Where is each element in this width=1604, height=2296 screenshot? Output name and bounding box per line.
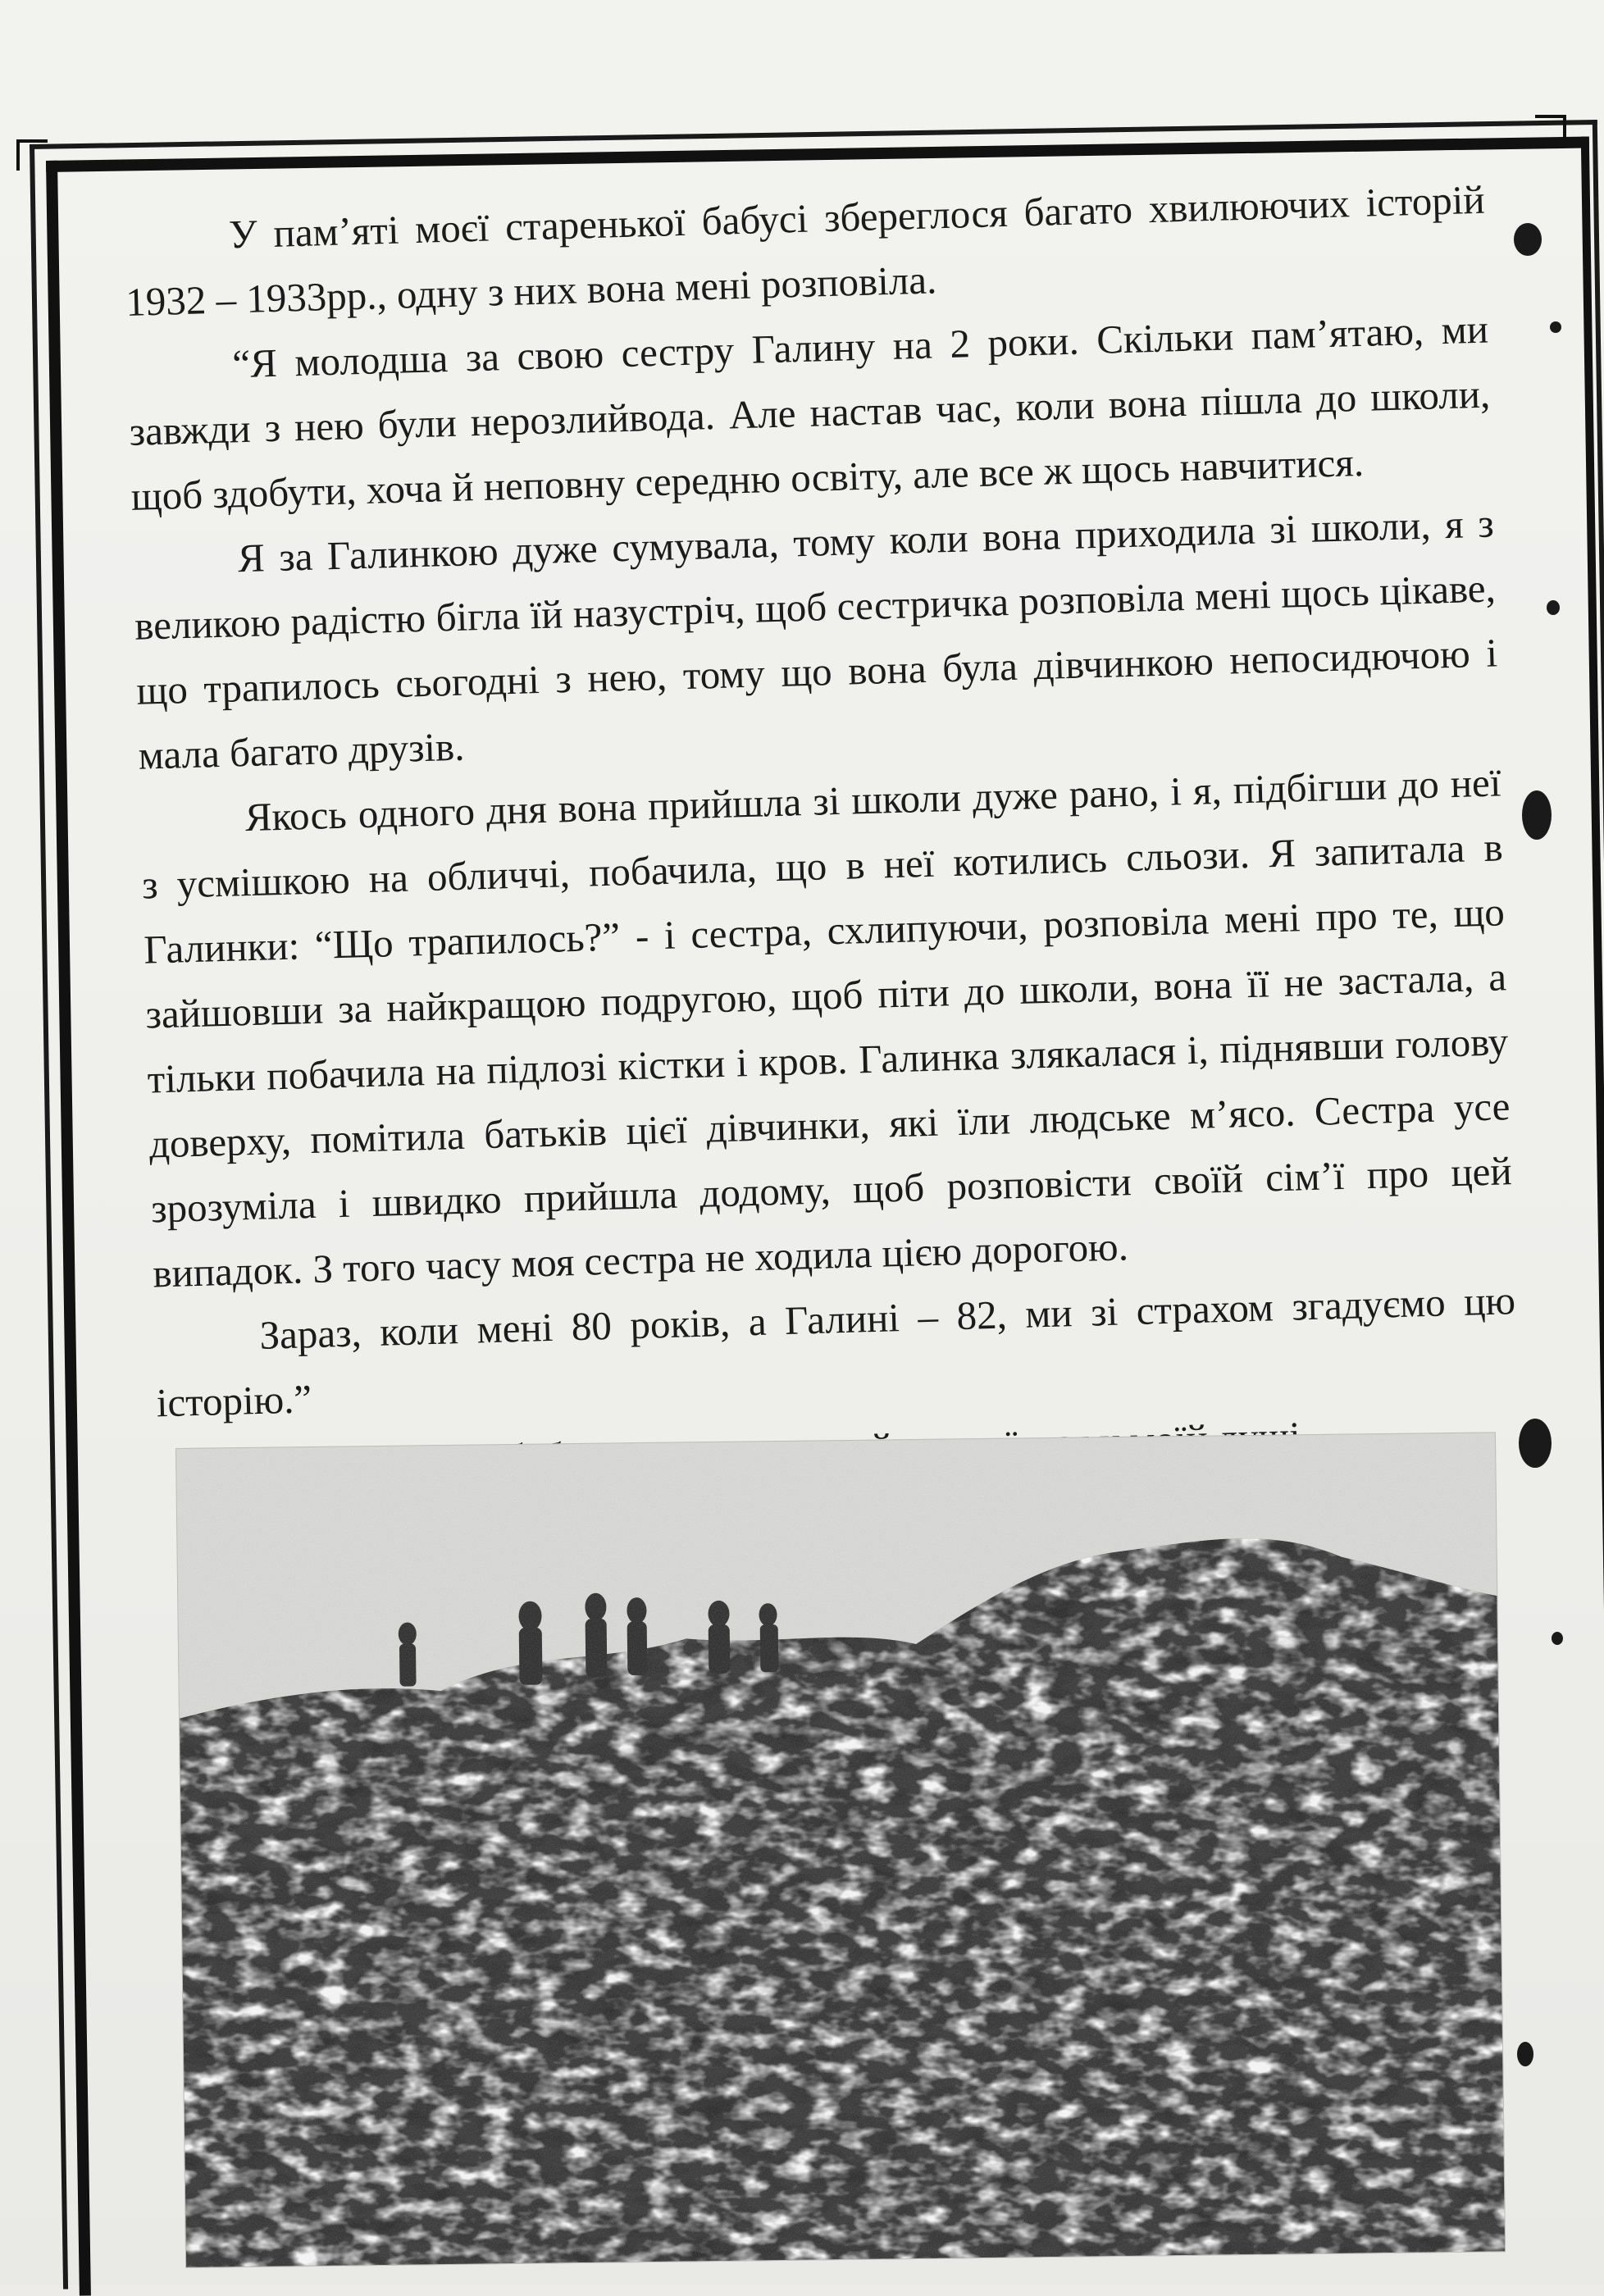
punch-hole	[1552, 1632, 1563, 1645]
border-corner-ornament	[1535, 115, 1566, 146]
paragraph: Зараз, коли мені 80 років, а Галині – 82, ми зі страхом згадуємо цю історію.”	[156, 1278, 1516, 1426]
paragraph: “Я молодша за свою сестру Галину на 2 роки. Скільки пам’ятаю, ми завжди з нею були нерозлийвода. Але настав час, коли вона пішла до школи, щоб здобути, хоча й неповну середню освіту, але все ж щось навчитися.	[128, 306, 1491, 519]
historical-photo	[175, 1432, 1506, 2268]
paragraph: Я за Галинкою дуже сумувала, тому коли вона приходила зі школи, я з великою радістю бігла їй назустріч, щоб сестричка розповіла мені щось цікаве, що трапилось сьогодні з нею, тому що вона була дівчинкою непосидючою і мала багато друзів.	[134, 500, 1498, 778]
story-text	[123, 167, 1520, 1501]
punch-hole	[1517, 2042, 1533, 2066]
punch-hole	[1514, 223, 1542, 256]
paragraph: У пам’яті моєї старенької бабусі збереглося багато хвилюючих історій 1932 – 1933рр., одну з них вона мені розповіла.	[125, 176, 1486, 325]
punch-hole	[1519, 1419, 1552, 1468]
punch-hole	[1550, 321, 1561, 333]
punch-hole	[1547, 600, 1560, 615]
border-corner-ornament	[16, 139, 48, 171]
paragraph: Якось одного дня вона прийшла зі школи дуже рано, і я, підбігши до неї з усмішкою на обличчі, побачила, що в неї котились сльози. Я запитала в Галинки: “Що трапилось?” - і сестра, схлипуючи, розповіла мені про те, що зайшовши за найкращою подругою, щоб піти до школи, вона її не застала, а тільки побачила на підлозі кістки і кров. Галинка злякалася і, піднявши голову доверху, помітила батьків цієї дівчинки, які їли людське м’ясо. Сестра усе зрозуміла і швидко прийшла додому, щоб розповісти своїй сім’ї про цей випадок. З того часу моя сестра не ходила цією дорогою.	[141, 759, 1513, 1296]
punch-hole	[1522, 790, 1552, 840]
